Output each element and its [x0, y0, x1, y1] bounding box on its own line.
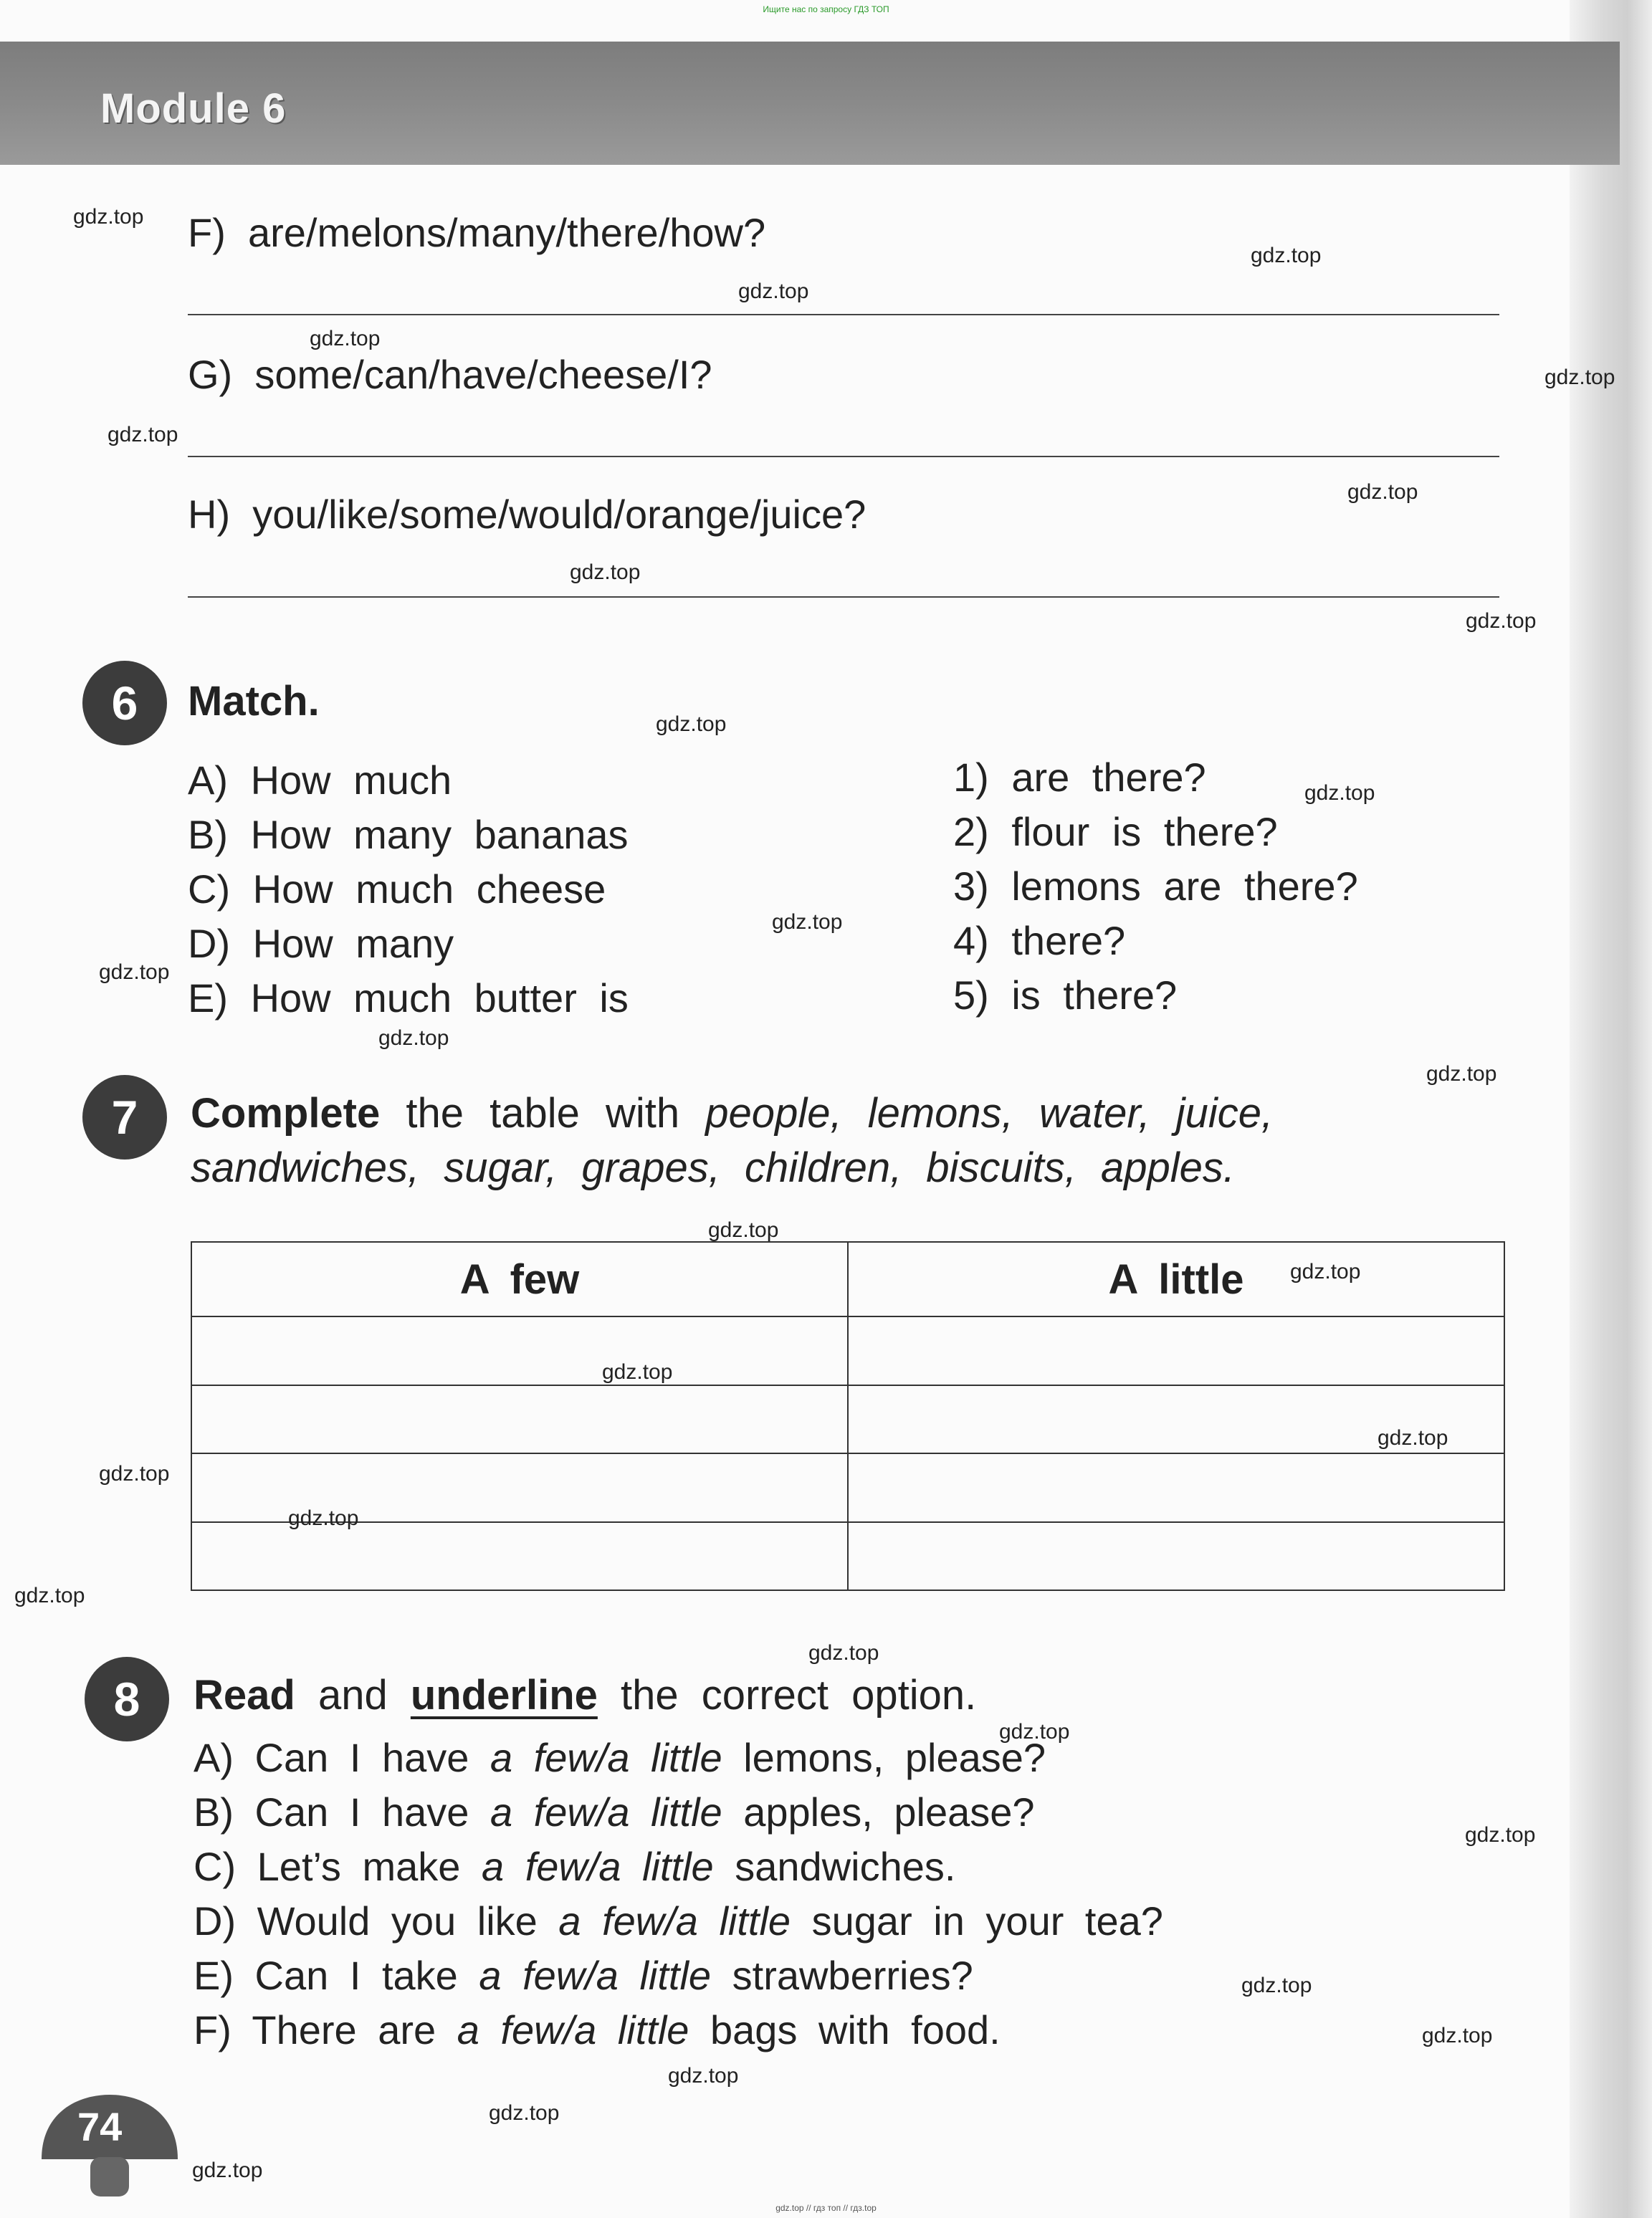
item-label: G): [188, 352, 233, 397]
module-title: Module 6: [100, 85, 287, 132]
top-note: Ищите нас по запросу ГДЗ ТОП: [763, 4, 889, 14]
text: flour is there?: [1011, 809, 1278, 854]
few-little-table: [191, 1241, 1505, 1591]
label: D): [188, 921, 231, 966]
watermark: gdz.top: [14, 1584, 85, 1607]
watermark: gdz.top: [99, 960, 170, 984]
instruction-underline: underline: [410, 1672, 598, 1719]
sentence-start: A) Can I have: [194, 1735, 469, 1780]
choice-option[interactable]: a few/a little: [558, 1898, 791, 1944]
sentence-f: [194, 2007, 1001, 2053]
text: How much: [250, 757, 452, 803]
text: is there?: [1011, 972, 1178, 1018]
match-left-d: [188, 920, 454, 967]
table-cell[interactable]: [848, 1316, 1504, 1385]
watermark: gdz.top: [1251, 244, 1322, 267]
exercise5-item-f: [188, 209, 765, 256]
sentence-end: apples, please?: [743, 1789, 1035, 1835]
answer-line-h[interactable]: [188, 596, 1499, 598]
bottom-note: gdz.top // гдз топ // гдз.top: [775, 2203, 877, 2213]
exercise5-item-h: [188, 491, 866, 537]
item-text: some/can/have/cheese/I?: [254, 352, 712, 397]
exercise-number-6: 6: [82, 661, 167, 745]
watermark: gdz.top: [602, 1360, 673, 1384]
watermark: gdz.top: [570, 560, 641, 584]
sentence-b: [194, 1789, 1035, 1835]
watermark: gdz.top: [708, 1218, 779, 1242]
label: 4): [953, 918, 989, 963]
table-cell[interactable]: [191, 1522, 848, 1591]
text: there?: [1011, 918, 1126, 963]
exercise6-title: Match.: [188, 678, 320, 725]
watermark: gdz.top: [808, 1641, 879, 1665]
choice-option[interactable]: a few/a little: [457, 2007, 689, 2052]
sentence-end: strawberries?: [732, 1953, 973, 1998]
match-right-2: [953, 808, 1278, 855]
match-left-b: [188, 811, 629, 858]
watermark: gdz.top: [1544, 365, 1615, 389]
text: How many: [252, 921, 454, 966]
watermark: gdz.top: [192, 2159, 263, 2182]
choice-option[interactable]: a few/a little: [490, 1735, 722, 1780]
watermark: gdz.top: [489, 2101, 560, 2125]
exercise-number-7: 7: [82, 1075, 167, 1160]
item-label: H): [188, 492, 231, 537]
watermark: gdz.top: [772, 910, 843, 934]
watermark: gdz.top: [1426, 1062, 1497, 1086]
watermark: gdz.top: [668, 2064, 739, 2088]
sentence-end: bags with food.: [710, 2007, 1001, 2052]
match-right-1: [953, 754, 1206, 800]
page-number: 74: [77, 2104, 123, 2149]
watermark: gdz.top: [1465, 1823, 1536, 1847]
item-text: are/melons/many/there/how?: [247, 210, 766, 255]
answer-line-f[interactable]: [188, 314, 1499, 315]
text: How much cheese: [252, 866, 606, 912]
sentence-end: sandwiches.: [735, 1844, 956, 1889]
sentence-start: D) Would you like: [194, 1898, 538, 1944]
watermark: gdz.top: [288, 1506, 359, 1530]
watermark: gdz.top: [310, 327, 381, 350]
sentence-e: [194, 1952, 973, 1999]
word-list-2: sandwiches, sugar, grapes, children, biscuits, apples.: [191, 1144, 1235, 1191]
exercise7-title-line1: [191, 1089, 1273, 1137]
watermark: gdz.top: [73, 205, 144, 229]
watermark: gdz.top: [108, 423, 178, 446]
watermark: gdz.top: [1378, 1426, 1448, 1450]
sentence-start: B) Can I have: [194, 1789, 469, 1835]
watermark: gdz.top: [1422, 2024, 1493, 2047]
text: How many bananas: [250, 812, 629, 857]
sentence-d: [194, 1898, 1163, 1944]
exercise5-item-g: [188, 351, 712, 398]
sentence-end: sugar in your tea?: [811, 1898, 1163, 1944]
watermark: gdz.top: [1347, 480, 1418, 504]
choice-option[interactable]: a few/a little: [479, 1953, 712, 1998]
label: 2): [953, 809, 989, 854]
sentence-start: E) Can I take: [194, 1953, 458, 1998]
exercise8-title: [194, 1671, 976, 1719]
match-left-c: [188, 866, 606, 912]
item-text: you/like/some/would/orange/juice?: [252, 492, 866, 537]
match-right-4: [953, 917, 1125, 964]
sentence-c: [194, 1843, 955, 1890]
label: C): [188, 866, 231, 912]
label: 5): [953, 972, 989, 1018]
text: are there?: [1011, 755, 1206, 800]
watermark: gdz.top: [1241, 1974, 1312, 1997]
answer-line-g[interactable]: [188, 456, 1499, 457]
choice-option[interactable]: a few/a little: [481, 1844, 714, 1889]
watermark: gdz.top: [999, 1720, 1070, 1744]
watermark: gdz.top: [99, 1462, 170, 1486]
col-a-few: A few: [191, 1242, 848, 1316]
instruction-rest: the correct option.: [621, 1672, 977, 1719]
watermark: gdz.top: [1304, 781, 1375, 805]
sentence-start: F) There are: [194, 2007, 436, 2052]
label: 1): [953, 755, 989, 800]
instruction-and: and: [317, 1672, 388, 1719]
col-a-little: A little: [848, 1242, 1504, 1316]
match-right-3: [953, 863, 1358, 909]
choice-option[interactable]: a few/a little: [490, 1789, 722, 1835]
watermark: gdz.top: [656, 712, 727, 736]
watermark: gdz.top: [1466, 609, 1537, 633]
table-cell[interactable]: [848, 1522, 1504, 1591]
watermark: gdz.top: [378, 1026, 449, 1050]
match-left-a: [188, 757, 452, 803]
sentence-end: lemons, please?: [743, 1735, 1046, 1780]
table-cell[interactable]: [191, 1385, 848, 1454]
match-right-5: [953, 972, 1177, 1018]
instruction-read: Read: [194, 1672, 295, 1719]
text: lemons are there?: [1011, 864, 1358, 909]
exercise-number-8: 8: [85, 1657, 169, 1741]
word-list-1: people, lemons, water, juice,: [705, 1090, 1274, 1137]
label: B): [188, 812, 228, 857]
label: A): [188, 757, 228, 803]
watermark: gdz.top: [1290, 1260, 1361, 1284]
item-label: F): [188, 210, 226, 255]
sentence-start: C) Let’s make: [194, 1844, 461, 1889]
sentence-a: [194, 1734, 1046, 1781]
match-left-e: [188, 975, 629, 1021]
watermark: gdz.top: [738, 279, 809, 303]
table-cell[interactable]: [848, 1453, 1504, 1522]
label: E): [188, 975, 228, 1020]
instruction-verb: Complete: [191, 1090, 381, 1137]
label: 3): [953, 864, 989, 909]
text: How much butter is: [250, 975, 629, 1020]
table-cell[interactable]: [191, 1316, 848, 1385]
instruction-rest: the table with: [406, 1090, 680, 1137]
page-binding-shadow: [1570, 0, 1652, 2218]
